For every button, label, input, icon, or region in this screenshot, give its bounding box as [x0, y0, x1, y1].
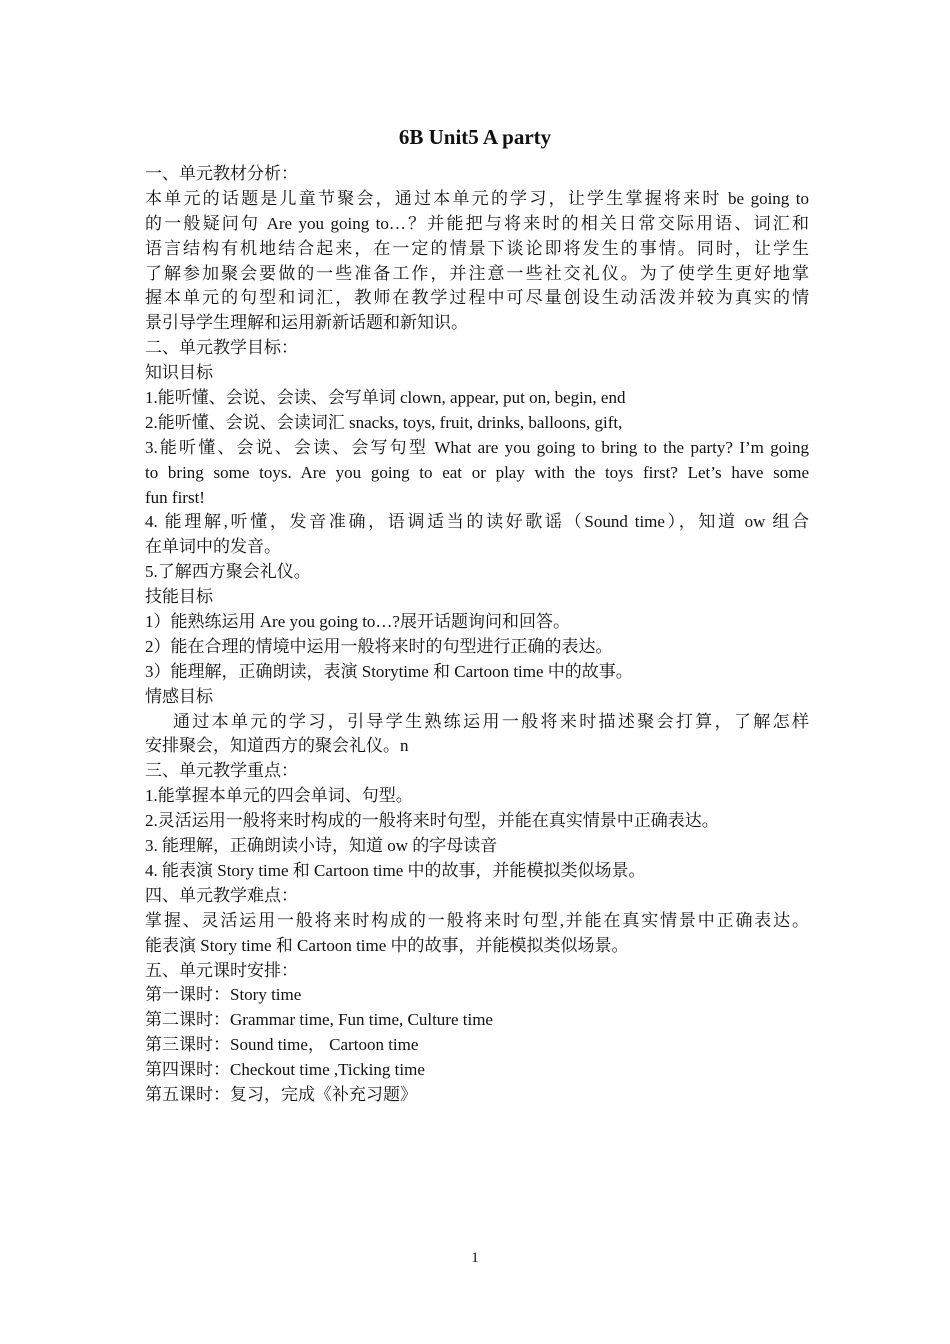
text-line: 二、单元教学目标：: [145, 338, 298, 358]
text-line: 本单元的话题是儿童节聚会，通过本单元的学习，让学生掌握将来时 be going to: [145, 188, 809, 208]
text-line: 第四课时：Checkout time ,Ticking time: [145, 1060, 425, 1080]
text-line: 知识目标: [145, 363, 213, 383]
text-line: 3.能听懂、会说、会读、会写句型 What are you going to bring to the party? I’m going: [145, 437, 809, 457]
page-number: 1: [471, 1250, 479, 1266]
text-line: 景引导学生理解和运用新新话题和新知识。: [145, 313, 468, 333]
text-line: fun first!: [145, 487, 205, 507]
text-line: 掌握、灵活运用一般将来时构成的一般将来时句型,并能在真实情景中正确表达。: [145, 910, 809, 930]
text-line: 情感目标: [145, 686, 213, 706]
text-line: 握本单元的句型和词汇，教师在教学过程中可尽量创设生动活泼并较为真实的情: [145, 288, 809, 308]
text-line: 第三课时：Sound time， Cartoon time: [145, 1035, 419, 1055]
text-line: 第五课时：复习，完成《补充习题》: [145, 1084, 417, 1104]
text-line: 第一课时：Story time: [145, 985, 302, 1005]
text-line: 安排聚会，知道西方的聚会礼仪。n: [145, 736, 409, 756]
text-line: 5.了解西方聚会礼仪。: [145, 562, 311, 582]
text-line: 的一般疑问句 Are you going to…？并能把与将来时的相关日常交际用语、词汇和: [145, 213, 809, 233]
text-line: 2.灵活运用一般将来时构成的一般将来时句型，并能在真实情景中正确表达。: [145, 811, 719, 831]
text-line: 三、单元教学重点：: [145, 761, 298, 781]
text-line: 语言结构有机地结合起来，在一定的情景下谈论即将发生的事情。同时，让学生: [145, 238, 809, 258]
text-line: 五、单元课时安排：: [145, 960, 298, 980]
text-line: 3）能理解，正确朗读，表演 Storytime 和 Cartoon time 中的故事。: [145, 661, 633, 681]
text-line: 2.能听懂、会说、会读词汇 snacks, toys, fruit, drinks, balloons, gift,: [145, 412, 623, 432]
text-line: 1）能熟练运用 Are you going to…?展开话题询问和回答。: [145, 612, 570, 632]
text-line: 3. 能理解，正确朗读小诗，知道 ow 的字母读音: [145, 836, 498, 856]
text-line: 1.能掌握本单元的四会单词、句型。: [145, 786, 413, 806]
text-line: 第二课时：Grammar time, Fun time, Culture time: [145, 1010, 493, 1030]
text-line: 4. 能理解,听懂，发音准确，语调适当的读好歌谣（Sound time），知道 ow 组合: [145, 512, 809, 532]
document-body: [145, 162, 809, 1108]
text-line: 通过本单元的学习，引导学生熟练运用一般将来时描述聚会打算，了解怎样: [173, 711, 809, 731]
text-line: 2）能在合理的情境中运用一般将来时的句型进行正确的表达。: [145, 636, 613, 656]
text-line: 在单词中的发音。: [145, 537, 281, 557]
text-line: 了解参加聚会要做的一些准备工作，并注意一些社交礼仪。为了使学生更好地掌: [145, 263, 809, 283]
document-title: 6B Unit5 A party: [398, 125, 552, 149]
text-line: 4. 能表演 Story time 和 Cartoon time 中的故事，并能模拟类似场景。: [145, 860, 646, 880]
text-line: 四、单元教学难点：: [145, 885, 298, 905]
text-line: 能表演 Story time 和 Cartoon time 中的故事，并能模拟类似场景。: [145, 935, 629, 955]
text-line: 技能目标: [145, 587, 213, 607]
text-line: 一、单元教材分析：: [145, 164, 298, 183]
text-line: 1.能听懂、会说、会读、会写单词 clown, appear, put on, begin, end: [145, 388, 626, 408]
text-line: to bring some toys. Are you going to eat or play with the toys first? Let’s have some: [145, 462, 809, 482]
